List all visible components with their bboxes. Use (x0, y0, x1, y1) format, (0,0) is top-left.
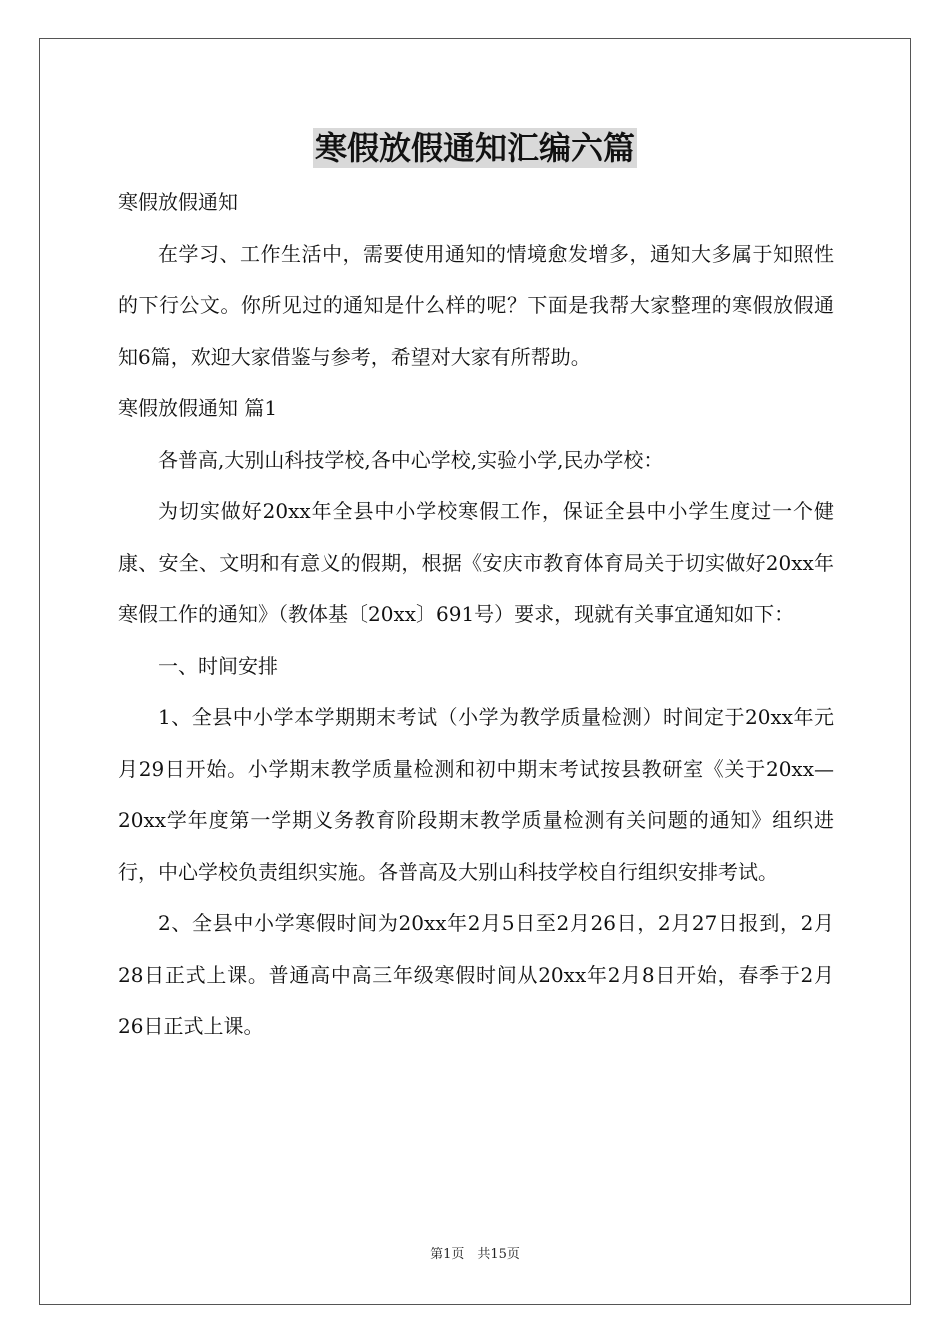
page-footer: 第1页 共15页 (430, 1247, 520, 1262)
section-label: 寒假放假通知 (118, 190, 238, 214)
body-paragraph: 2、全县中小学寒假时间为20xx年2月5日至2月26日，2月27日报到，2月28日正式上课。普通高中高三年级寒假时间从20xx年2月8日开始，春季于2月26日正式上课。 (118, 911, 834, 1038)
subheading-time-arrangement: 一、时间安排 (158, 653, 278, 678)
body-paragraph: 各普高,大别山科技学校,各中心学校,实验小学,民办学校： (158, 447, 664, 472)
intro-paragraph: 在学习、工作生活中，需要使用通知的情境愈发增多，通知大多属于知照性的下行公文。你所见过的通知是什么样的呢？下面是我帮大家整理的寒假放假通知6篇，欢迎大家借鉴与参考，希望对大家有所帮助。 (118, 241, 834, 369)
document-body (118, 177, 834, 1053)
title-container (0, 128, 950, 168)
article-heading: 寒假放假通知 篇1 (118, 396, 278, 420)
body-paragraph: 为切实做好20xx年全县中小学校寒假工作，保证全县中小学生度过一个健康、安全、文明和有意义的假期，根据《安庆市教育体育局关于切实做好20xx年寒假工作的通知》（教体基〔20xx〕691号）要求，现就有关事宜通知如下： (118, 499, 834, 626)
document-title: 寒假放假通知汇编六篇 (314, 129, 635, 167)
body-paragraph: 1、全县中小学本学期期末考试（小学为教学质量检测）时间定于20xx年元月29日开始。小学期末教学质量检测和初中期末考试按县教研室《关于20xx—20xx学年度第一学期义务教育阶段期末教学质量检测有关问题的通知》组织进行，中心学校负责组织实施。各普高及大别山科技学校自行组织安排考试。 (118, 705, 834, 884)
